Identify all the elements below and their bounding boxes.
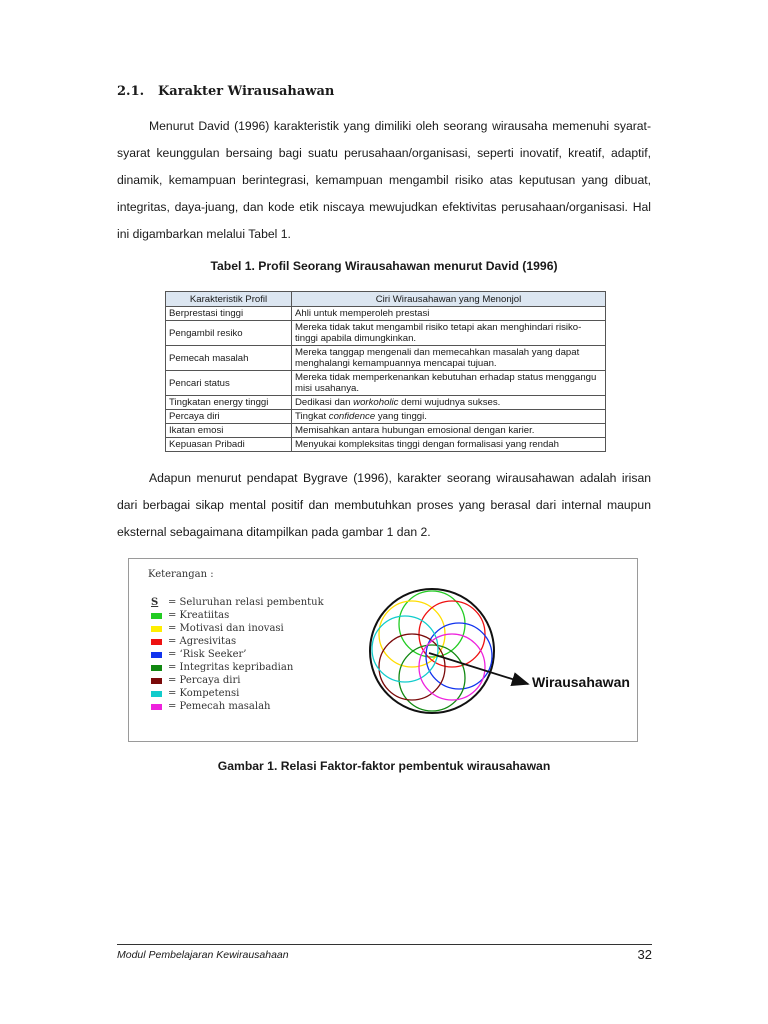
footer-title: Modul Pembelajaran Kewirausahaan — [117, 949, 289, 961]
table-cell-trait: Mereka tanggap mengenali dan memecahkan masalah yang dapat menghalangi kemampuannya mencapai tujuan. — [292, 346, 606, 371]
table-cell-trait — [292, 396, 606, 410]
legend-title: Keterangan : — [148, 569, 214, 580]
legend-text: = Agresivitas — [168, 636, 237, 647]
legend-text: = Pemecah masalah — [168, 701, 271, 712]
table-cell-profile: Pengambil resiko — [166, 321, 292, 346]
trait-text: demi wujudnya sukses. — [398, 397, 501, 408]
table-cell-trait: Mereka tidak takut mengambil risiko tetapi akan menghindari risiko-tinggi apabila dimungkinkan. — [292, 321, 606, 346]
figure-caption: Gambar 1. Relasi Faktor-faktor pembentuk wirausahawan — [217, 759, 551, 773]
table-cell-profile: Percaya diri — [166, 410, 292, 424]
trait-text: Tingkat — [295, 411, 329, 422]
table-header: Karakteristik Profil — [166, 292, 292, 307]
table-header-row — [166, 292, 606, 307]
trait-text: Dedikasi dan — [295, 397, 354, 408]
paragraph-bygrave: Adapun menurut pendapat Bygrave (1996), karakter seorang wirausahawan adalah irisan dari berbagai sikap mental positif dan membutuhkan proses yang berasal dari internal maupun eksternal sebagaimana ditampilkan pada gambar 1 dan 2. — [117, 471, 651, 539]
table-cell-trait: Mereka tidak memperkenankan kebutuhan erhadap status menggangu misi usahanya. — [292, 371, 606, 396]
wirausahawan-label: Wirausahawan — [532, 674, 630, 690]
table-cell-trait: Menyukai kompleksitas tinggi dengan formalisasi yang rendah — [292, 438, 606, 452]
table-row — [166, 307, 606, 321]
venn-diagram — [129, 559, 639, 743]
legend-text: = ‘Risk Seeker’ — [168, 649, 247, 660]
pointer-arrow — [429, 653, 528, 684]
trait-text: yang tinggi. — [375, 411, 427, 422]
trait-emphasis: workoholic — [353, 397, 399, 408]
section-heading — [117, 84, 334, 99]
table-caption: Tabel 1. Profil Seorang Wirausahawan menurut David (1996) — [210, 259, 558, 273]
page-number: 32 — [637, 947, 652, 962]
legend-text: = Seluruhan relasi pembentuk — [168, 597, 324, 608]
table-cell-profile: Kepuasan Pribadi — [166, 438, 292, 452]
table-row — [166, 438, 606, 452]
table-header: Ciri Wirausahawan yang Menonjol — [292, 292, 606, 307]
table-row — [166, 424, 606, 438]
table-cell-profile: Tingkatan energy tinggi — [166, 396, 292, 410]
table-cell-trait — [292, 410, 606, 424]
trait-emphasis: confidence — [328, 411, 376, 422]
paragraph-intro: Menurut David (1996) karakteristik yang dimiliki oleh seorang wirausaha memenuhi syarat- syarat keunggulan bersaing bagi suatu perusahaan/organisasi, seperti inovatif, kreatif, adaptif, dinamik, kemampuan berintegrasi, kemampuan mengambil risiko atas keputusan yang dibuat, integritas, daya-juang, dan kode etik niscaya mewujudkan efektivitas perusahaan/organisasi. Hal ini digambarkan melalui Tabel 1. — [117, 119, 651, 241]
figure-relations — [128, 558, 638, 742]
section-title: Karakter Wirausahawan — [158, 84, 335, 99]
profile-table — [165, 291, 606, 452]
legend-text: = Kompetensi — [168, 688, 240, 699]
table-cell-profile: Berprestasi tinggi — [166, 307, 292, 321]
section-number: 2.1. — [117, 84, 145, 99]
table-cell-profile: Ikatan emosi — [166, 424, 292, 438]
table-cell-trait: Memisahkan antara hubungan emosional dengan karier. — [292, 424, 606, 438]
table-row — [166, 371, 606, 396]
table-row — [166, 346, 606, 371]
table-cell-profile: Pencari status — [166, 371, 292, 396]
table-cell-profile: Pemecah masalah — [166, 346, 292, 371]
legend-text: = Motivasi dan inovasi — [168, 623, 284, 634]
table-row — [166, 321, 606, 346]
legend-text: = Kreatiitas — [168, 610, 230, 621]
table-cell-trait: Ahli untuk memperoleh prestasi — [292, 307, 606, 321]
legend-text: = Integritas kepribadian — [168, 662, 294, 673]
legend-text: = Percaya diri — [168, 675, 241, 686]
factor-circle-integritas — [399, 645, 465, 711]
footer-divider — [117, 944, 652, 945]
table-row — [166, 396, 606, 410]
legend-key-s: S — [151, 597, 159, 608]
table-row — [166, 410, 606, 424]
